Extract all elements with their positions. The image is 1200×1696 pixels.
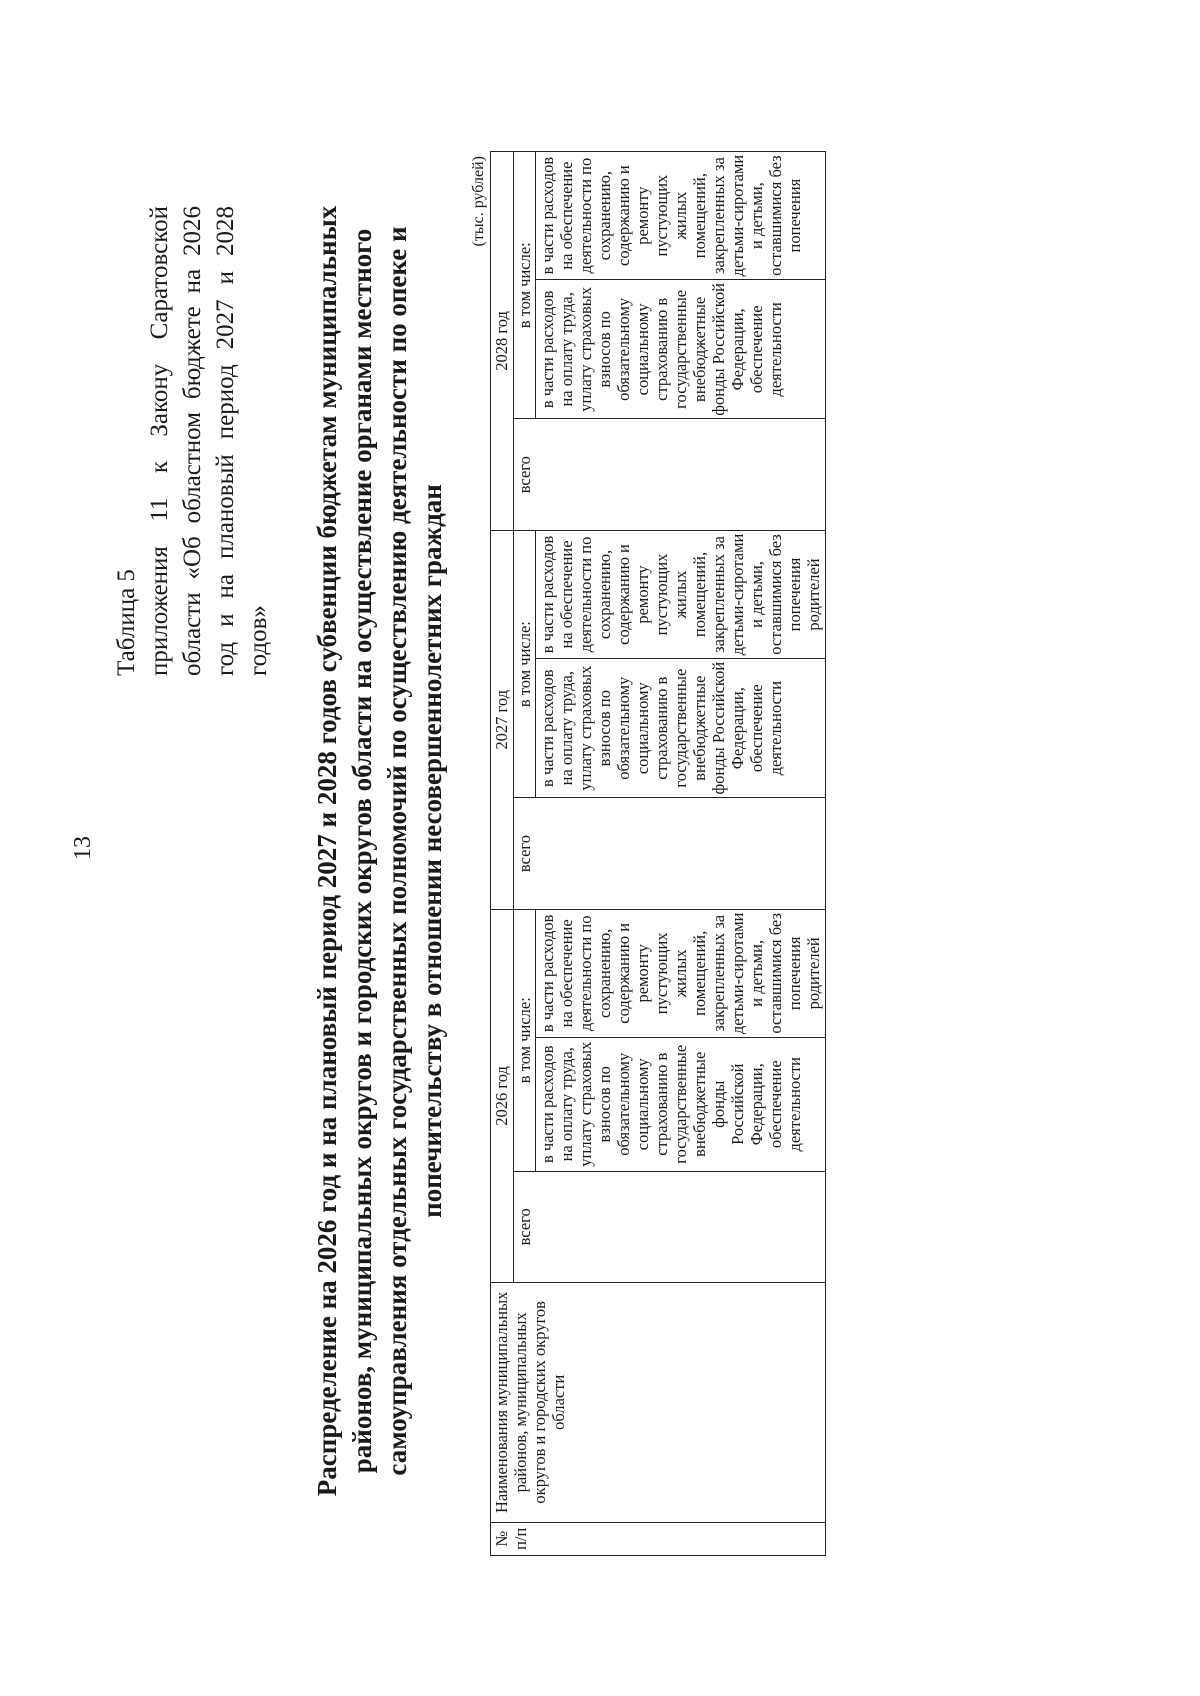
header-including-2028: в том числе:	[514, 152, 536, 419]
header-housing-2027: в части расходов на обеспечение деятельности по сохранению, содержанию и ремонту пустующих жилых помещений, закрепленных за детьми-сиротами и детьми, оставшимися без попечения родителей	[536, 530, 826, 658]
header-year-2026: 2026 год	[491, 909, 514, 1282]
annex-title: Таблица 5	[113, 569, 140, 676]
header-year-2027: 2027 год	[491, 530, 514, 909]
header-housing-2028: в части расходов на обеспечение деятельности по сохранению, содержанию и ремонту пустующих жилых помещений, закрепленных за детьми-сиротами и детьми, оставшимися без попечения	[536, 152, 826, 280]
annex-reference	[110, 206, 275, 676]
header-total-2026: всего	[514, 1171, 826, 1282]
header-including-2027: в том числе:	[514, 530, 536, 797]
header-labor-2027: в части расходов на оплату труда, уплату страховых взносов по обязательному социальному страхованию в государственные внебюджетные фонды Российской Федерации, обеспечение деятельности	[536, 659, 826, 798]
unit-label: (тыс. рублей)	[470, 156, 487, 247]
document-title: Распределение на 2026 год и на плановый период 2027 и 2028 годов субвенции бюджетам муниципальных районов, муниципальных округов и городских округов области на осуществление органами местного самоуправления отдельных государственных полномочий по осуществлению деятельности по опеке и попечительству в отношении несовершеннолетних граждан	[312, 205, 447, 1497]
header-total-2027: всего	[514, 798, 826, 909]
header-year-2028: 2028 год	[491, 152, 514, 531]
header-name: Наименования муниципальных районов, муниципальных округов и городских округов области	[491, 1283, 826, 1523]
page-number: 13	[70, 836, 96, 860]
header-labor-2028: в части расходов на оплату труда, уплату страховых взносов по обязательному социальному страхованию в государственные внебюджетные фонды Российской Федерации, обеспечение деятельности	[536, 280, 826, 419]
header-labor-2026: в части расходов на оплату труда, уплату страховых взносов по обязательному социальному страхованию в государственные внебюджетные фонды Российской Федерации, обеспечение деятельности	[536, 1037, 826, 1171]
header-total-2028: всего	[514, 419, 826, 530]
header-including-2026: в том числе:	[514, 909, 536, 1171]
header-num: № п/п	[491, 1522, 826, 1555]
header-row-years	[491, 152, 514, 1556]
distribution-table	[490, 151, 826, 1556]
header-housing-2026: в части расходов на обеспечение деятельности по сохранению, содержанию и ремонту пустующих жилых помещений, закрепленных за детьми-сиротами и детьми, оставшимися без попечения родителей	[536, 909, 826, 1037]
annex-text: приложения 11 к Закону Саратовской области «Об областном бюджете на 2026 год и на плановый период 2027 и 2028 годов»	[146, 206, 272, 676]
